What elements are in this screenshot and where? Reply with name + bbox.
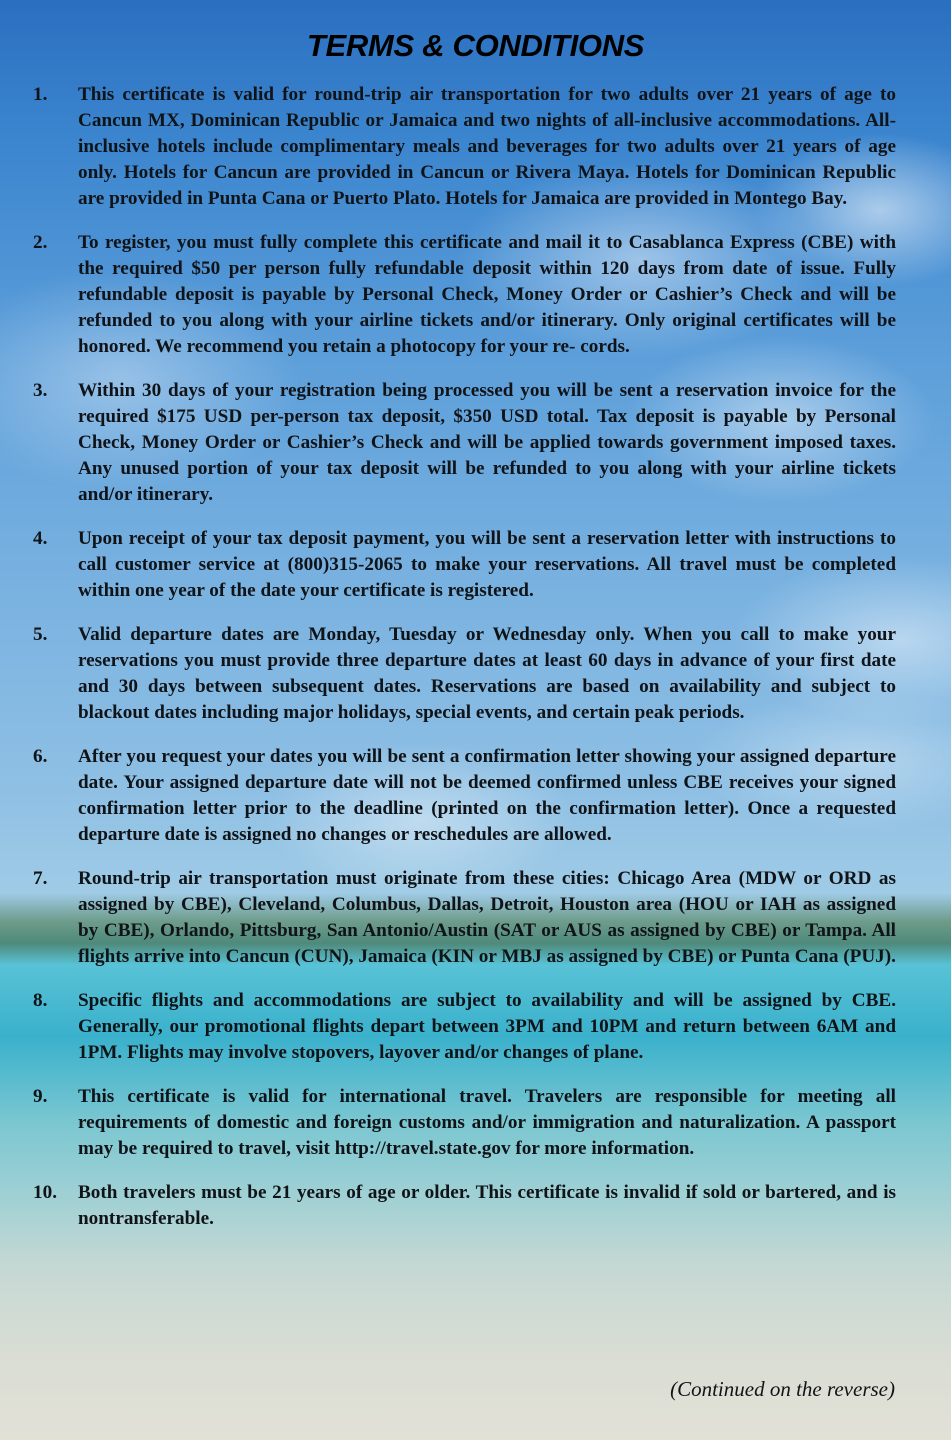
- term-item: [33, 744, 896, 848]
- term-number: 6.: [33, 746, 48, 767]
- term-text: Upon receipt of your tax deposit payment, you will be sent a reservation letter with instructions to call customer service at (800)315-2065 to make your reservations. All travel must be completed within one year of the date your certificate is registered.: [78, 528, 896, 601]
- term-item: [33, 378, 896, 508]
- term-item: [33, 622, 896, 726]
- term-text: Within 30 days of your registration being processed you will be sent a reservation invoice for the required $175 USD per-person tax deposit, $350 USD total. Tax deposit is payable by Personal Check, Money Order or Cashier’s Check and will be applied towards government imposed taxes. Any unused portion of your tax deposit will be refunded to you along with your airline tickets and/or itinerary.: [78, 380, 896, 505]
- term-text: Specific flights and accommodations are subject to availability and will be assigned by CBE. Generally, our promotional flights depart between 3PM and 10PM and return between 6AM and 1PM. Flights may involve stopovers, layover and/or changes of plane.: [78, 990, 896, 1063]
- term-number: 8.: [33, 990, 48, 1011]
- term-number: 4.: [33, 528, 48, 549]
- term-item: [33, 526, 896, 604]
- continued-note: (Continued on the reverse): [670, 1377, 895, 1401]
- term-item: [33, 82, 896, 212]
- terms-list: [0, 82, 951, 1250]
- term-number: 10.: [33, 1182, 57, 1203]
- term-text: Valid departure dates are Monday, Tuesday or Wednesday only. When you call to make your reservations you must provide three departure dates at least 60 days in advance of your first date and 30 days between subsequent dates. Reservations are based on availability and subject to blackout dates including major holidays, special events, and certain peak periods.: [78, 624, 896, 723]
- term-text: This certificate is valid for round-trip air transportation for two adults over 21 years of age to Cancun MX, Dominican Republic or Jamaica and two nights of all-inclusive accommodations. All-inclusive hotels include complimentary meals and beverages for two adults over 21 years of age only. Hotels for Cancun are provided in Cancun or Rivera Maya. Hotels for Dominican Republic are provided in Punta Cana or Puerto Plato. Hotels for Jamaica are provided in Montego Bay.: [78, 84, 896, 209]
- term-number: 9.: [33, 1086, 48, 1107]
- term-number: 3.: [33, 380, 48, 401]
- term-number: 5.: [33, 624, 48, 645]
- term-number: 7.: [33, 868, 48, 889]
- term-item: [33, 866, 896, 970]
- term-item: [33, 230, 896, 360]
- term-item: [33, 1084, 896, 1162]
- term-text: To register, you must fully complete this certificate and mail it to Casablanca Express (CBE) with the required $50 per person fully refundable deposit within 120 days from date of issue. Fully refundable deposit is payable by Personal Check, Money Order or Cashier’s Check and will be refunded to you along with your airline tickets and/or itinerary. Only original certificates will be honored. We recommend you retain a photocopy for your re- cords.: [78, 232, 896, 357]
- term-item: [33, 1180, 896, 1232]
- term-text: Round-trip air transportation must originate from these cities: Chicago Area (MDW or ORD as assigned by CBE), Cleveland, Columbus, Dallas, Detroit, Houston area (HOU or IAH as assigned by CBE), Orlando, Pittsburg, San Antonio/Austin (SAT or AUS as assigned by CBE) or Tampa. All flights arrive into Cancun (CUN), Jamaica (KIN or MBJ as assigned by CBE) or Punta Cana (PUJ).: [78, 868, 896, 967]
- term-number: 1.: [33, 84, 48, 105]
- term-item: [33, 988, 896, 1066]
- term-text: This certificate is valid for international travel. Travelers are responsible for meeting all requirements of domestic and foreign customs and/or immigration and naturalization. A passport may be required to travel, visit http://travel.state.gov for more information.: [78, 1086, 896, 1159]
- page-title: TERMS & CONDITIONS: [306, 28, 645, 63]
- term-number: 2.: [33, 232, 48, 253]
- term-text: After you request your dates you will be sent a confirmation letter showing your assigned departure date. Your assigned departure date will not be deemed confirmed unless CBE receives your signed confirmation letter prior to the deadline (printed on the confirmation letter). Once a requested departure date is assigned no changes or reschedules are allowed.: [78, 746, 896, 845]
- term-text: Both travelers must be 21 years of age or older. This certificate is invalid if sold or bartered, and is nontransferable.: [78, 1182, 896, 1229]
